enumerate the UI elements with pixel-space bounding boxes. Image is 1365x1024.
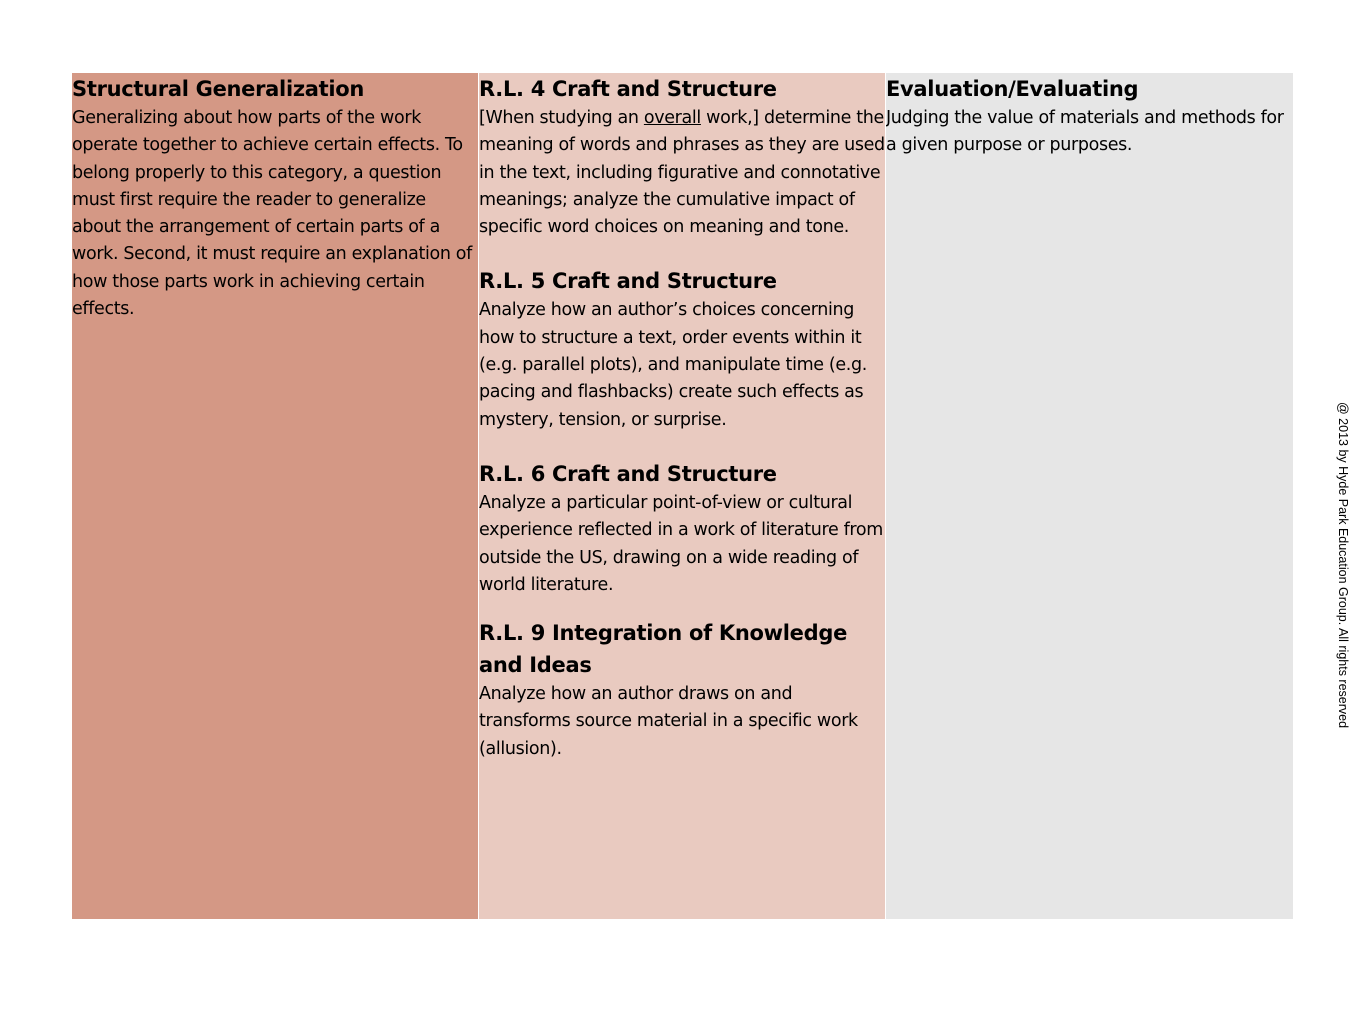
evaluation-description: Judging the value of materials and methods for a given purpose or purposes.	[886, 108, 1284, 156]
rl6-section	[479, 458, 885, 599]
structural-generalization-description: Generalizing about how parts of the work operate together to achieve certain effects. To belong properly to this category, a question must first require the reader to generalize about the arrangement of certain parts of a work. Second, it must require an explanation of how those parts work in achieving certain effects.	[72, 108, 472, 320]
rl4-text-end: work,] determine the meaning of words and phrases as they are used in the text, including figurative and connotative meanings; analyze the cumulative impact of specific word choices on meaning and tone.	[479, 108, 885, 238]
column-structural-generalization	[72, 73, 479, 919]
rl9-description: Analyze how an author draws on and transforms source material in a specific work (allusion).	[479, 684, 858, 759]
rl4-text-start: [When studying an	[479, 108, 644, 128]
rl5-description: Analyze how an author’s choices concerning how to structure a text, order events within it (e.g. parallel plots), and manipulate time (e.g. pacing and flashbacks) create such effects as mystery, tension, or surprise.	[479, 300, 867, 430]
structural-generalization-section	[72, 73, 478, 323]
copyright-notice: @ 2013 by Hyde Park Education Group. All rights reserved	[1336, 402, 1350, 729]
evaluation-section	[886, 73, 1293, 160]
rl4-heading: R.L. 4 Craft and Structure	[479, 77, 777, 101]
rl4-underlined-word: overall	[643, 108, 701, 128]
evaluation-heading: Evaluation/Evaluating	[886, 77, 1139, 101]
rl6-heading: R.L. 6 Craft and Structure	[479, 461, 777, 486]
rl9-section	[479, 617, 885, 763]
rl6-description: Analyze a particular point-of-view or cultural experience reflected in a work of literature from outside the US, drawing on a wide reading of world literature.	[479, 492, 883, 595]
rl5-heading: R.L. 5 Craft and Structure	[479, 269, 777, 294]
column-reading-literature-standards	[479, 73, 886, 919]
rl4-section	[479, 73, 885, 241]
rl5-section	[479, 265, 885, 433]
column-evaluation	[886, 73, 1293, 919]
rl4-description	[479, 105, 885, 241]
standards-table	[72, 73, 1293, 919]
structural-generalization-heading: Structural Generalization	[72, 77, 365, 101]
rl9-heading: R.L. 9 Integration of Knowledge and Ideas	[479, 621, 848, 678]
